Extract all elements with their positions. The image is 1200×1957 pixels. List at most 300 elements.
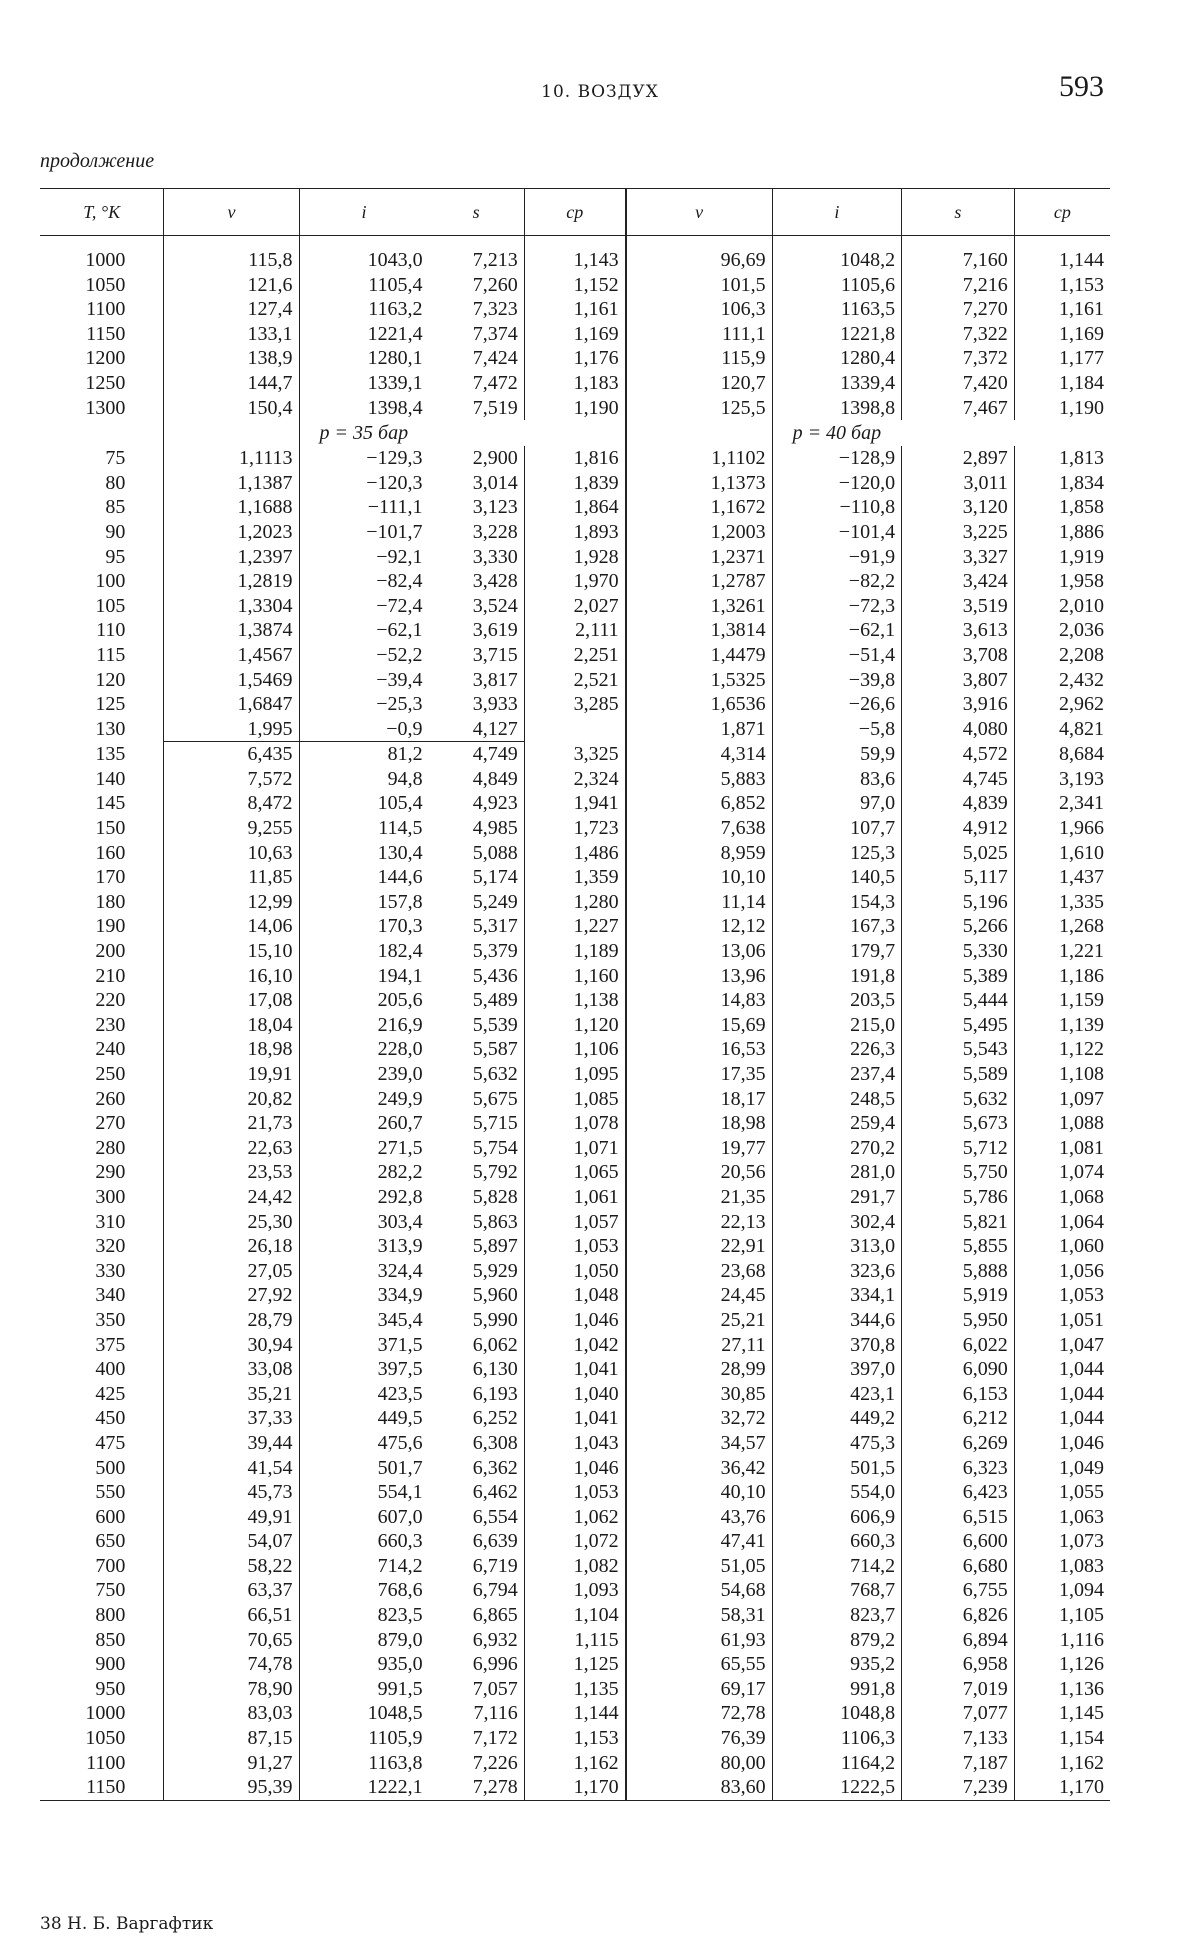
table-cell: 660,3 (772, 1529, 902, 1554)
table-cell: 226,3 (772, 1037, 902, 1062)
table-cell: 7,372 (902, 346, 1015, 371)
table-cell: 935,0 (299, 1652, 429, 1677)
table-cell: 5,543 (902, 1037, 1015, 1062)
pressure-label-left: p = 35 бар (299, 420, 626, 446)
table-cell: 19,91 (164, 1062, 299, 1087)
table-cell: 4,821 (1014, 717, 1110, 742)
table-cell: −101,4 (772, 520, 902, 545)
table-cell: 2,251 (524, 643, 625, 668)
table-cell: 237,4 (772, 1062, 902, 1087)
table-cell: 96,69 (626, 248, 772, 273)
table-cell: 1,2397 (164, 545, 299, 570)
table-cell: 750 (95, 1579, 126, 1602)
table-cell: 1,072 (524, 1529, 625, 1554)
table-cell: 4,314 (626, 742, 772, 767)
table-cell: 1,176 (524, 346, 625, 371)
table-cell: −62,1 (772, 618, 902, 643)
table-cell: 1,486 (524, 841, 625, 866)
table-cell: 115,8 (164, 248, 299, 273)
table-cell: −120,3 (299, 471, 429, 496)
table-cell: 66,51 (164, 1603, 299, 1628)
table-cell: 260 (95, 1087, 126, 1110)
table-cell: 6,894 (902, 1628, 1015, 1653)
table-cell: 5,821 (902, 1210, 1015, 1235)
table-cell: 1,177 (1014, 346, 1110, 371)
table-row (40, 495, 1110, 520)
table-cell: 1,2371 (626, 545, 772, 570)
table-row (40, 1406, 1110, 1431)
table-cell: 1,144 (1014, 248, 1110, 273)
table-cell: 475,3 (772, 1431, 902, 1456)
table-cell: 5,317 (472, 915, 518, 938)
table-cell: 1339,1 (299, 371, 429, 396)
table-cell: 215,0 (772, 1013, 902, 1038)
table-cell: 1,152 (524, 273, 625, 298)
table-row (40, 692, 1110, 717)
table-cell: 18,17 (626, 1087, 772, 1112)
table-cell: 1,893 (524, 520, 625, 545)
table-cell: 5,919 (902, 1283, 1015, 1308)
table-cell: 900 (95, 1653, 126, 1676)
table-cell: −82,2 (772, 569, 902, 594)
table-cell: 47,41 (626, 1529, 772, 1554)
table-cell: 3,933 (472, 693, 518, 716)
table-cell: 700 (95, 1554, 126, 1577)
table-cell (524, 717, 625, 742)
table-cell: 1,437 (1014, 865, 1110, 890)
table-cell: 16,10 (164, 964, 299, 989)
running-header: 10. ВОЗДУХ (541, 82, 659, 102)
table-row (40, 1480, 1110, 1505)
table-cell: 714,2 (772, 1554, 902, 1579)
table-cell: 334,1 (772, 1283, 902, 1308)
table-cell: 1,044 (1014, 1357, 1110, 1382)
table-cell: 70,65 (164, 1628, 299, 1653)
table-cell: −91,9 (772, 545, 902, 570)
table-row (40, 1210, 1110, 1235)
table-cell: 49,91 (164, 1505, 299, 1530)
table-row (40, 988, 1110, 1013)
table-cell: 1,221 (1014, 939, 1110, 964)
table-cell: 5,249 (472, 890, 518, 913)
table-cell: −5,8 (772, 717, 902, 742)
table-row (40, 273, 1110, 298)
table-cell: 3,708 (902, 643, 1015, 668)
table-cell: 14,83 (626, 988, 772, 1013)
table-cell: 1,941 (524, 791, 625, 816)
table-cell: 5,632 (472, 1063, 518, 1085)
table-cell: 63,37 (164, 1578, 299, 1603)
table-cell: 935,2 (772, 1652, 902, 1677)
table-cell: 76,39 (626, 1726, 772, 1751)
table-cell: 28,99 (626, 1357, 772, 1382)
table-cell: 1339,4 (772, 371, 902, 396)
table-cell: 450 (95, 1407, 126, 1430)
table-cell: 8,472 (164, 791, 299, 816)
table-cell: 194,1 (299, 964, 429, 989)
table-cell: 33,08 (164, 1357, 299, 1382)
table-cell: 1,145 (1014, 1701, 1110, 1726)
table-cell: 1048,8 (772, 1701, 902, 1726)
spacer-cell (626, 236, 772, 249)
table-cell: 370,8 (772, 1333, 902, 1358)
table-cell: 83,6 (772, 767, 902, 792)
table-cell: 5,950 (902, 1308, 1015, 1333)
table-cell: 500 (95, 1456, 126, 1479)
table-cell: 6,153 (902, 1382, 1015, 1407)
table-cell: 7,077 (902, 1701, 1015, 1726)
table-row (40, 248, 1110, 273)
table-cell: 1,966 (1014, 816, 1110, 841)
table-cell: 7,226 (472, 1751, 518, 1774)
table-cell: −120,0 (772, 471, 902, 496)
table-cell: 110 (96, 619, 126, 642)
table-cell: 1,064 (1014, 1210, 1110, 1235)
table-cell: 5,330 (902, 939, 1015, 964)
table-cell: 1,919 (1014, 545, 1110, 570)
table-cell: 179,7 (772, 939, 902, 964)
table-cell: 1,093 (524, 1578, 625, 1603)
table-row (40, 668, 1110, 693)
table-cell: 1,184 (1014, 371, 1110, 396)
table-header-row (40, 189, 1110, 236)
table-cell: 1,061 (524, 1185, 625, 1210)
table-cell: 125,3 (772, 841, 902, 866)
table-cell: 6,755 (902, 1578, 1015, 1603)
table-cell: 6,932 (472, 1628, 518, 1651)
table-cell: 1,183 (524, 371, 625, 396)
table-cell: 94,8 (299, 767, 429, 792)
table-cell: 1,1387 (164, 471, 299, 496)
table-cell: 1,335 (1014, 890, 1110, 915)
table-cell: 190 (95, 915, 126, 938)
table-cell: 1280,4 (772, 346, 902, 371)
table-cell: 120,7 (626, 371, 772, 396)
table-cell: 800 (95, 1604, 126, 1627)
table-cell: 1,190 (1014, 396, 1110, 421)
table-cell: 230 (95, 1013, 126, 1036)
pressure-row-empty-cell (40, 420, 164, 446)
table-cell: 1,042 (524, 1333, 625, 1358)
spacer-row (40, 236, 1110, 249)
table-cell: 4,839 (902, 791, 1015, 816)
table-cell: 291,7 (772, 1185, 902, 1210)
table-cell: 22,63 (164, 1136, 299, 1161)
table-cell: 345,4 (299, 1308, 429, 1333)
table-cell: 140 (95, 767, 126, 790)
table-cell: 423,5 (299, 1382, 429, 1407)
table-row (40, 1677, 1110, 1702)
table-cell: 5,828 (472, 1185, 518, 1208)
table-cell: 25,30 (164, 1210, 299, 1235)
table-cell: 22,91 (626, 1234, 772, 1259)
table-cell: 101,5 (626, 273, 772, 298)
table-row (40, 1185, 1110, 1210)
table-cell: −62,1 (299, 618, 429, 643)
table-cell: 6,323 (902, 1456, 1015, 1481)
table-cell: 1,1373 (626, 471, 772, 496)
table-cell: 5,715 (472, 1112, 518, 1135)
table-cell: 1,2023 (164, 520, 299, 545)
table-cell: 5,379 (472, 940, 518, 963)
table-cell: 37,33 (164, 1406, 299, 1431)
column-header: cp (524, 189, 625, 236)
table-cell: 54,68 (626, 1578, 772, 1603)
table-cell: 6,435 (164, 742, 299, 767)
table-cell: 281,0 (772, 1160, 902, 1185)
table-cell: −129,3 (299, 446, 429, 471)
table-cell: 51,05 (626, 1554, 772, 1579)
table-cell: 248,5 (772, 1087, 902, 1112)
table-row (40, 545, 1110, 570)
table-cell: 6,212 (902, 1406, 1015, 1431)
table-row (40, 1578, 1110, 1603)
table-cell: 6,130 (472, 1358, 518, 1381)
table-cell: 6,680 (902, 1554, 1015, 1579)
table-cell: 475,6 (299, 1431, 429, 1456)
table-cell: 3,228 (472, 520, 518, 543)
table-cell: 1,170 (524, 1775, 625, 1800)
table-cell: 3,619 (472, 619, 518, 642)
table-row (40, 1234, 1110, 1259)
table-cell: 20,56 (626, 1160, 772, 1185)
table-row (40, 1308, 1110, 1333)
table-cell: 65,55 (626, 1652, 772, 1677)
table-cell: 1,227 (524, 914, 625, 939)
table-cell: 1,043 (524, 1431, 625, 1456)
table-cell: 1,050 (524, 1259, 625, 1284)
table-row (40, 865, 1110, 890)
table-cell: 6,515 (902, 1505, 1015, 1530)
table-cell: 607,0 (299, 1505, 429, 1530)
table-cell: 1,082 (524, 1554, 625, 1579)
table-cell: 1,858 (1014, 495, 1110, 520)
table-cell: 320 (95, 1235, 126, 1258)
table-cell: 1,3814 (626, 618, 772, 643)
table-cell: 97,0 (772, 791, 902, 816)
table-row (40, 1554, 1110, 1579)
table-cell: 449,2 (772, 1406, 902, 1431)
column-header: cp (1014, 189, 1110, 236)
table-cell: 3,225 (902, 520, 1015, 545)
table-cell: 2,036 (1014, 618, 1110, 643)
table-cell: 1,864 (524, 495, 625, 520)
table-cell: 1,190 (524, 396, 625, 421)
table-cell: 1221,4 (299, 322, 429, 347)
table-cell: 45,73 (164, 1480, 299, 1505)
table-row (40, 1456, 1110, 1481)
table-row (40, 1283, 1110, 1308)
table-row (40, 297, 1110, 322)
table-cell: 1,186 (1014, 964, 1110, 989)
table-cell: 5,863 (472, 1210, 518, 1233)
table-cell: 6,022 (902, 1333, 1015, 1358)
table-cell: 200 (95, 940, 126, 963)
table-row (40, 1062, 1110, 1087)
table-cell: 7,116 (473, 1702, 518, 1725)
table-cell: 1,116 (1014, 1628, 1110, 1653)
table-cell: 100 (95, 570, 126, 593)
table-row (40, 816, 1110, 841)
table-cell: 69,17 (626, 1677, 772, 1702)
table-cell: 292,8 (299, 1185, 429, 1210)
table-row (40, 396, 1110, 421)
table-cell: 3,524 (472, 594, 518, 617)
table-cell: 324,4 (299, 1259, 429, 1284)
table-cell: 140,5 (772, 865, 902, 890)
table-cell: 3,193 (1014, 767, 1110, 792)
table-cell: 121,6 (164, 273, 299, 298)
table-cell: 302,4 (772, 1210, 902, 1235)
table-cell: 1,060 (1014, 1234, 1110, 1259)
table-cell: 1,4567 (164, 643, 299, 668)
table-row (40, 742, 1110, 767)
table-cell: 144,7 (164, 371, 299, 396)
table-cell: 1,970 (524, 569, 625, 594)
table-cell: 5,754 (472, 1136, 518, 1159)
table-cell: 4,985 (472, 817, 518, 840)
table-row (40, 1701, 1110, 1726)
table-cell: 650 (95, 1530, 126, 1553)
table-cell: 105 (95, 594, 126, 617)
table-row (40, 1505, 1110, 1530)
table-cell: 30,85 (626, 1382, 772, 1407)
table-cell: 1105,9 (299, 1726, 429, 1751)
table-cell: 310 (95, 1210, 126, 1233)
table-cell: 21,35 (626, 1185, 772, 1210)
table-cell: 1,170 (1014, 1775, 1110, 1800)
column-header: s (902, 189, 1015, 236)
table-cell: 5,990 (472, 1308, 518, 1331)
table-cell: 1,359 (524, 865, 625, 890)
table-cell: 5,750 (902, 1160, 1015, 1185)
table-cell: 7,213 (472, 249, 518, 271)
table-cell: 17,08 (164, 988, 299, 1013)
table-cell: 1,053 (1014, 1283, 1110, 1308)
table-cell: 1,120 (524, 1013, 625, 1038)
table-cell: 1,6536 (626, 692, 772, 717)
table-cell: 182,4 (299, 939, 429, 964)
table-cell: 334,9 (299, 1283, 429, 1308)
table-cell: 95,39 (164, 1775, 299, 1800)
table-cell: 3,123 (472, 496, 518, 519)
table-cell: 2,521 (524, 668, 625, 693)
table-cell: 1,159 (1014, 988, 1110, 1013)
table-cell: 2,111 (524, 618, 625, 643)
table-cell: 2,900 (472, 447, 518, 470)
table-cell: 7,424 (472, 347, 518, 370)
table-cell: 6,362 (472, 1456, 518, 1479)
table-cell: 23,68 (626, 1259, 772, 1284)
table-cell: 40,10 (626, 1480, 772, 1505)
table-cell: 3,807 (902, 668, 1015, 693)
column-header: T, °K (40, 189, 164, 236)
table-cell: 11,85 (164, 865, 299, 890)
table-cell: 7,472 (472, 371, 518, 394)
table-cell: 3,014 (472, 471, 518, 494)
table-cell: 1,063 (1014, 1505, 1110, 1530)
table-cell: 606,9 (772, 1505, 902, 1530)
table-cell: 133,1 (164, 322, 299, 347)
table-cell: 115 (96, 643, 126, 666)
table-cell: 303,4 (299, 1210, 429, 1235)
air-properties-table (40, 188, 1110, 1801)
table-cell: 125,5 (626, 396, 772, 421)
table-cell: 7,187 (902, 1751, 1015, 1776)
spacer-cell (772, 236, 902, 249)
table-cell: 6,193 (472, 1382, 518, 1405)
table-cell: 1,6847 (164, 692, 299, 717)
table-cell: 1,095 (524, 1062, 625, 1087)
table-cell: 2,027 (524, 594, 625, 619)
table-row (40, 1037, 1110, 1062)
pressure-label-right: p = 40 бар (772, 420, 1110, 446)
table-cell: 18,04 (164, 1013, 299, 1038)
table-row (40, 1136, 1110, 1161)
table-cell: 1,5469 (164, 668, 299, 693)
table-cell: −51,4 (772, 643, 902, 668)
table-cell: 1164,2 (772, 1751, 902, 1776)
table-cell: 74,78 (164, 1652, 299, 1677)
table-cell: 54,07 (164, 1529, 299, 1554)
table-cell: 1050 (85, 1727, 126, 1750)
table-row (40, 594, 1110, 619)
table-cell: 1100 (86, 298, 126, 321)
table-row (40, 346, 1110, 371)
table-cell: 95 (105, 545, 126, 568)
air-properties-table-container (40, 188, 1110, 1801)
table-cell: 1,160 (524, 964, 625, 989)
table-cell: 2,010 (1014, 594, 1110, 619)
table-cell: 12,99 (164, 890, 299, 915)
footer-signature: 38 Н. Б. Варгафтик (40, 1914, 214, 1934)
table-cell: 2,962 (1014, 692, 1110, 717)
table-cell: 1,2787 (626, 569, 772, 594)
table-cell: 6,865 (472, 1604, 518, 1627)
table-cell: 3,120 (902, 495, 1015, 520)
table-cell: 1,154 (1014, 1726, 1110, 1751)
table-cell: 58,22 (164, 1554, 299, 1579)
table-cell: 280 (95, 1136, 126, 1159)
table-cell: 115,9 (626, 346, 772, 371)
table-cell: 1,104 (524, 1603, 625, 1628)
table-cell: 6,719 (472, 1554, 518, 1577)
table-cell: 1,051 (1014, 1308, 1110, 1333)
table-cell: 5,675 (472, 1087, 518, 1110)
table-cell: 1,1688 (164, 495, 299, 520)
table-cell: −52,2 (299, 643, 429, 668)
table-row (40, 914, 1110, 939)
table-cell: 4,745 (902, 767, 1015, 792)
table-cell: 1280,1 (299, 346, 429, 371)
table-cell: 210 (95, 964, 126, 987)
table-cell: 7,278 (429, 1775, 525, 1800)
table-cell: 600 (95, 1505, 126, 1528)
table-cell: 24,45 (626, 1283, 772, 1308)
table-cell: 6,269 (902, 1431, 1015, 1456)
table-cell: 7,260 (472, 273, 518, 296)
table-cell: 1163,5 (772, 297, 902, 322)
continuation-label: продолжение (40, 150, 155, 172)
table-cell: 145 (95, 792, 126, 815)
table-cell: 130,4 (299, 841, 429, 866)
table-cell: 5,389 (902, 964, 1015, 989)
table-cell: 1,115 (524, 1628, 625, 1653)
table-row (40, 841, 1110, 866)
table-cell: 6,462 (472, 1481, 518, 1504)
table-cell: −82,4 (299, 569, 429, 594)
table-cell: 27,05 (164, 1259, 299, 1284)
